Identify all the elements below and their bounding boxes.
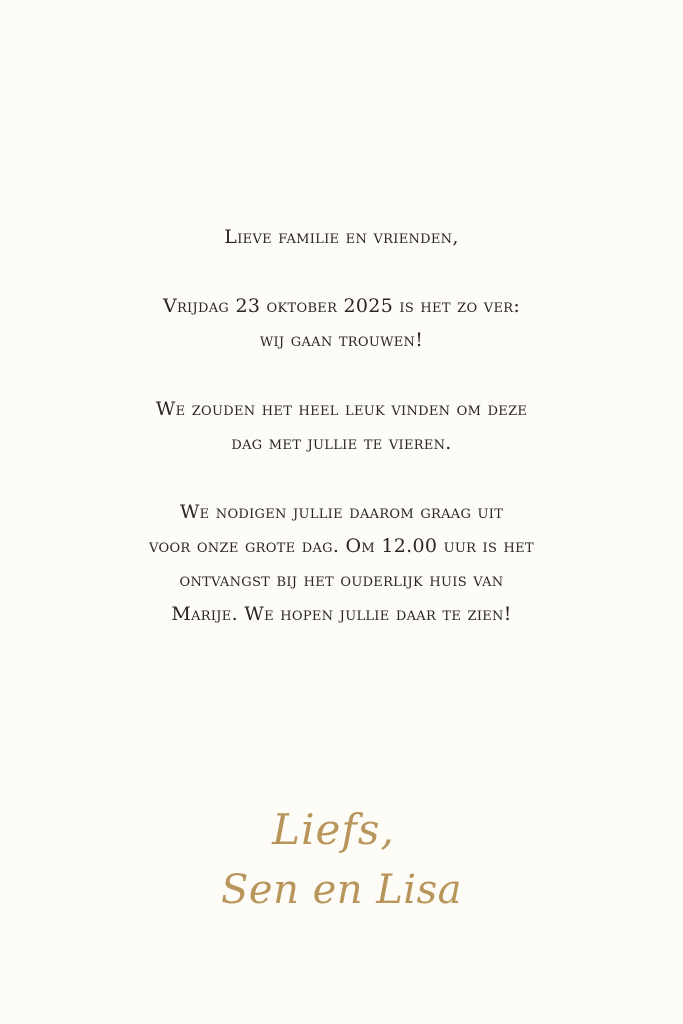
paragraph-line: Vrijdag 23 oktober 2025 is het zo ver: xyxy=(162,295,521,317)
paragraph-line: ontvangst bij het ouderlijk huis van xyxy=(179,569,504,591)
paragraph-line: We zouden het heel leuk vinden om deze xyxy=(155,398,528,420)
paragraph-line: Marije. We hopen jullie daar te zien! xyxy=(171,603,512,625)
signature-names: Sen en Lisa xyxy=(221,867,462,913)
greeting-line: Lieve familie en vrienden, xyxy=(224,226,459,248)
paragraph-date xyxy=(0,289,683,357)
paragraph-invite xyxy=(0,495,683,631)
signature-closing: Liefs, xyxy=(272,805,395,854)
paragraph-line: voor onze grote dag. Om 12.00 uur is het xyxy=(149,535,534,557)
paragraph-line: dag met jullie te vieren. xyxy=(231,432,452,454)
paragraph-celebrate xyxy=(0,392,683,460)
greeting xyxy=(0,220,683,254)
paragraph-line: wij gaan trouwen! xyxy=(259,329,424,351)
paragraph-line: We nodigen jullie daarom graag uit xyxy=(179,501,504,523)
